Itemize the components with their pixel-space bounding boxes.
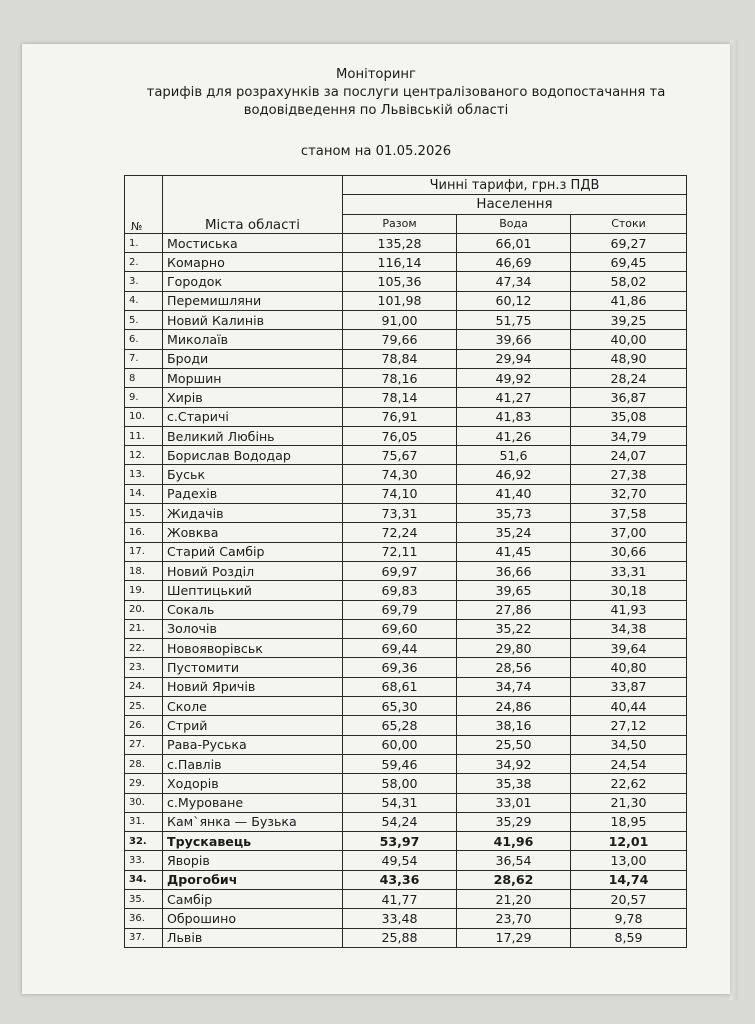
row-sewer: 69,27 — [571, 233, 687, 252]
row-total: 73,31 — [343, 504, 457, 523]
row-sewer: 41,93 — [571, 600, 687, 619]
row-number: 6. — [125, 330, 163, 349]
date-line: станом на 01.05.2026 — [300, 144, 452, 159]
table-row — [125, 851, 687, 870]
row-water: 36,66 — [457, 561, 571, 580]
title-line-3: водовідведення по Львівській області — [243, 103, 509, 118]
row-sewer: 22,62 — [571, 774, 687, 793]
row-city: Буськ — [163, 465, 343, 484]
row-total: 25,88 — [343, 928, 457, 947]
row-water: 17,29 — [457, 928, 571, 947]
row-city: с.Павлів — [163, 754, 343, 773]
row-sewer: 20,57 — [571, 889, 687, 908]
row-number: 30. — [125, 793, 163, 812]
row-water: 51,6 — [457, 446, 571, 465]
row-city: Хирів — [163, 388, 343, 407]
row-water: 66,01 — [457, 233, 571, 252]
row-water: 51,75 — [457, 311, 571, 330]
row-total: 68,61 — [343, 677, 457, 696]
row-number: 9. — [125, 388, 163, 407]
table-row — [125, 426, 687, 445]
row-sewer: 28,24 — [571, 368, 687, 387]
row-total: 69,36 — [343, 658, 457, 677]
row-number: 20. — [125, 600, 163, 619]
row-total: 69,83 — [343, 581, 457, 600]
row-number: 26. — [125, 716, 163, 735]
row-city: Городок — [163, 272, 343, 291]
table-row — [125, 272, 687, 291]
table-row — [125, 349, 687, 368]
row-number: 12. — [125, 446, 163, 465]
row-sewer: 48,90 — [571, 349, 687, 368]
header-sewer: Стоки — [571, 214, 687, 233]
row-number: 32. — [125, 832, 163, 851]
row-number: 2. — [125, 253, 163, 272]
row-water: 35,38 — [457, 774, 571, 793]
table-row — [125, 368, 687, 387]
row-city: Радехів — [163, 484, 343, 503]
table-row — [125, 600, 687, 619]
row-water: 36,54 — [457, 851, 571, 870]
row-number: 5. — [125, 311, 163, 330]
row-city: Рава-Руська — [163, 735, 343, 754]
row-sewer: 58,02 — [571, 272, 687, 291]
row-sewer: 39,25 — [571, 311, 687, 330]
table-body — [125, 233, 687, 947]
row-sewer: 27,38 — [571, 465, 687, 484]
paper-edge — [730, 40, 738, 1000]
row-number: 4. — [125, 291, 163, 310]
row-total: 58,00 — [343, 774, 457, 793]
table-row — [125, 735, 687, 754]
row-city: Сокаль — [163, 600, 343, 619]
table-row — [125, 677, 687, 696]
row-city: Новий Розділ — [163, 561, 343, 580]
row-sewer: 32,70 — [571, 484, 687, 503]
row-number: 36. — [125, 909, 163, 928]
row-total: 76,05 — [343, 426, 457, 445]
row-total: 59,46 — [343, 754, 457, 773]
row-total: 101,98 — [343, 291, 457, 310]
row-sewer: 30,18 — [571, 581, 687, 600]
row-water: 46,69 — [457, 253, 571, 272]
row-city: Стрий — [163, 716, 343, 735]
row-number: 3. — [125, 272, 163, 291]
table-row — [125, 774, 687, 793]
row-total: 41,77 — [343, 889, 457, 908]
row-total: 135,28 — [343, 233, 457, 252]
row-sewer: 40,00 — [571, 330, 687, 349]
row-city: Жовква — [163, 523, 343, 542]
row-water: 41,26 — [457, 426, 571, 445]
row-sewer: 24,54 — [571, 754, 687, 773]
row-number: 24. — [125, 677, 163, 696]
table-row — [125, 870, 687, 889]
table-row — [125, 561, 687, 580]
header-population: Населення — [343, 195, 687, 214]
row-city: Новояворівськ — [163, 639, 343, 658]
row-number: 19. — [125, 581, 163, 600]
table-row — [125, 928, 687, 947]
row-total: 78,16 — [343, 368, 457, 387]
row-total: 78,14 — [343, 388, 457, 407]
row-number: 1. — [125, 233, 163, 252]
row-water: 34,92 — [457, 754, 571, 773]
row-city: Комарно — [163, 253, 343, 272]
row-city: Самбір — [163, 889, 343, 908]
header-city: Міста області — [163, 176, 343, 234]
row-sewer: 40,80 — [571, 658, 687, 677]
row-number: 37. — [125, 928, 163, 947]
header-num: № — [125, 176, 163, 234]
row-water: 25,50 — [457, 735, 571, 754]
row-city: Пустомити — [163, 658, 343, 677]
table-row — [125, 581, 687, 600]
row-number: 7. — [125, 349, 163, 368]
row-sewer: 34,79 — [571, 426, 687, 445]
row-city: Сколе — [163, 697, 343, 716]
table-row — [125, 812, 687, 831]
row-sewer: 37,58 — [571, 504, 687, 523]
row-number: 23. — [125, 658, 163, 677]
row-sewer: 21,30 — [571, 793, 687, 812]
row-total: 76,91 — [343, 407, 457, 426]
row-city: Трускавець — [163, 832, 343, 851]
row-water: 35,29 — [457, 812, 571, 831]
tariffs-table — [124, 175, 687, 948]
row-sewer: 36,87 — [571, 388, 687, 407]
row-water: 41,83 — [457, 407, 571, 426]
row-water: 35,24 — [457, 523, 571, 542]
row-water: 35,22 — [457, 619, 571, 638]
row-water: 24,86 — [457, 697, 571, 716]
row-water: 60,12 — [457, 291, 571, 310]
row-water: 28,56 — [457, 658, 571, 677]
row-total: 72,11 — [343, 542, 457, 561]
table-row — [125, 253, 687, 272]
row-sewer: 69,45 — [571, 253, 687, 272]
table-row — [125, 793, 687, 812]
row-sewer: 33,31 — [571, 561, 687, 580]
table-row — [125, 639, 687, 658]
table-row — [125, 909, 687, 928]
row-number: 8 — [125, 368, 163, 387]
table-row — [125, 523, 687, 542]
row-sewer: 27,12 — [571, 716, 687, 735]
row-number: 18. — [125, 561, 163, 580]
row-city: Кам`янка — Бузька — [163, 812, 343, 831]
table-row — [125, 233, 687, 252]
row-sewer: 41,86 — [571, 291, 687, 310]
row-city: Новий Калинів — [163, 311, 343, 330]
title-line-2: тарифів для розрахунків за послуги централізованого водопостачання та — [146, 85, 666, 100]
row-sewer: 30,66 — [571, 542, 687, 561]
row-water: 21,20 — [457, 889, 571, 908]
row-city: Новий Яричів — [163, 677, 343, 696]
row-number: 27. — [125, 735, 163, 754]
row-total: 54,24 — [343, 812, 457, 831]
row-city: Ходорів — [163, 774, 343, 793]
row-water: 39,66 — [457, 330, 571, 349]
row-water: 34,74 — [457, 677, 571, 696]
row-city: с.Старичі — [163, 407, 343, 426]
row-sewer: 12,01 — [571, 832, 687, 851]
row-city: Броди — [163, 349, 343, 368]
row-total: 49,54 — [343, 851, 457, 870]
table-row — [125, 832, 687, 851]
row-total: 69,97 — [343, 561, 457, 580]
row-sewer: 9,78 — [571, 909, 687, 928]
row-total: 65,28 — [343, 716, 457, 735]
row-city: Старий Самбір — [163, 542, 343, 561]
row-city: Львів — [163, 928, 343, 947]
row-number: 28. — [125, 754, 163, 773]
row-number: 22. — [125, 639, 163, 658]
row-water: 39,65 — [457, 581, 571, 600]
row-number: 15. — [125, 504, 163, 523]
row-city: Перемишляни — [163, 291, 343, 310]
row-sewer: 14,74 — [571, 870, 687, 889]
row-total: 60,00 — [343, 735, 457, 754]
row-sewer: 34,38 — [571, 619, 687, 638]
row-water: 41,45 — [457, 542, 571, 561]
row-water: 28,62 — [457, 870, 571, 889]
row-sewer: 8,59 — [571, 928, 687, 947]
document-page — [22, 44, 730, 994]
row-city: Яворів — [163, 851, 343, 870]
row-water: 46,92 — [457, 465, 571, 484]
row-total: 33,48 — [343, 909, 457, 928]
row-water: 49,92 — [457, 368, 571, 387]
row-city: Борислав Вододар — [163, 446, 343, 465]
table-row — [125, 716, 687, 735]
row-sewer: 13,00 — [571, 851, 687, 870]
header-water: Вода — [457, 214, 571, 233]
row-sewer: 34,50 — [571, 735, 687, 754]
row-total: 74,10 — [343, 484, 457, 503]
header-total: Разом — [343, 214, 457, 233]
row-total: 78,84 — [343, 349, 457, 368]
row-total: 79,66 — [343, 330, 457, 349]
row-number: 31. — [125, 812, 163, 831]
header-tariffs: Чинні тарифи, грн.з ПДВ — [343, 176, 687, 195]
row-water: 41,40 — [457, 484, 571, 503]
row-total: 54,31 — [343, 793, 457, 812]
row-number: 16. — [125, 523, 163, 542]
row-water: 23,70 — [457, 909, 571, 928]
row-number: 13. — [125, 465, 163, 484]
row-city: Оброшино — [163, 909, 343, 928]
row-water: 41,96 — [457, 832, 571, 851]
row-total: 69,44 — [343, 639, 457, 658]
row-sewer: 39,64 — [571, 639, 687, 658]
table-row — [125, 311, 687, 330]
row-number: 14. — [125, 484, 163, 503]
row-total: 74,30 — [343, 465, 457, 484]
row-water: 33,01 — [457, 793, 571, 812]
row-city: Моршин — [163, 368, 343, 387]
row-total: 116,14 — [343, 253, 457, 272]
row-city: Мостиська — [163, 233, 343, 252]
table-row — [125, 291, 687, 310]
row-sewer: 33,87 — [571, 677, 687, 696]
row-city: Жидачів — [163, 504, 343, 523]
row-water: 29,94 — [457, 349, 571, 368]
row-city: Шептицький — [163, 581, 343, 600]
table-row — [125, 388, 687, 407]
row-city: Великий Любінь — [163, 426, 343, 445]
row-sewer: 37,00 — [571, 523, 687, 542]
row-city: Золочів — [163, 619, 343, 638]
table-row — [125, 446, 687, 465]
table-row — [125, 754, 687, 773]
row-number: 25. — [125, 697, 163, 716]
row-water: 47,34 — [457, 272, 571, 291]
table-row — [125, 889, 687, 908]
table-row — [125, 484, 687, 503]
table-row — [125, 504, 687, 523]
row-water: 41,27 — [457, 388, 571, 407]
row-number: 10. — [125, 407, 163, 426]
row-water: 38,16 — [457, 716, 571, 735]
row-total: 72,24 — [343, 523, 457, 542]
table-row — [125, 330, 687, 349]
title-line-1: Моніторинг — [336, 67, 416, 82]
row-total: 91,00 — [343, 311, 457, 330]
row-total: 65,30 — [343, 697, 457, 716]
row-water: 35,73 — [457, 504, 571, 523]
row-number: 35. — [125, 889, 163, 908]
row-total: 69,79 — [343, 600, 457, 619]
row-number: 11. — [125, 426, 163, 445]
row-water: 29,80 — [457, 639, 571, 658]
row-city: Миколаїв — [163, 330, 343, 349]
row-total: 43,36 — [343, 870, 457, 889]
table-row — [125, 465, 687, 484]
row-sewer: 35,08 — [571, 407, 687, 426]
row-water: 27,86 — [457, 600, 571, 619]
row-number: 29. — [125, 774, 163, 793]
table-row — [125, 697, 687, 716]
table-row — [125, 542, 687, 561]
row-total: 53,97 — [343, 832, 457, 851]
row-sewer: 24,07 — [571, 446, 687, 465]
row-number: 17. — [125, 542, 163, 561]
row-number: 21. — [125, 619, 163, 638]
row-total: 105,36 — [343, 272, 457, 291]
document-title — [22, 66, 730, 120]
row-sewer: 18,95 — [571, 812, 687, 831]
row-number: 33. — [125, 851, 163, 870]
row-city: Дрогобич — [163, 870, 343, 889]
row-number: 34. — [125, 870, 163, 889]
row-total: 69,60 — [343, 619, 457, 638]
table-row — [125, 619, 687, 638]
row-total: 75,67 — [343, 446, 457, 465]
table-row — [125, 407, 687, 426]
table-row — [125, 658, 687, 677]
row-city: с.Муроване — [163, 793, 343, 812]
row-sewer: 40,44 — [571, 697, 687, 716]
